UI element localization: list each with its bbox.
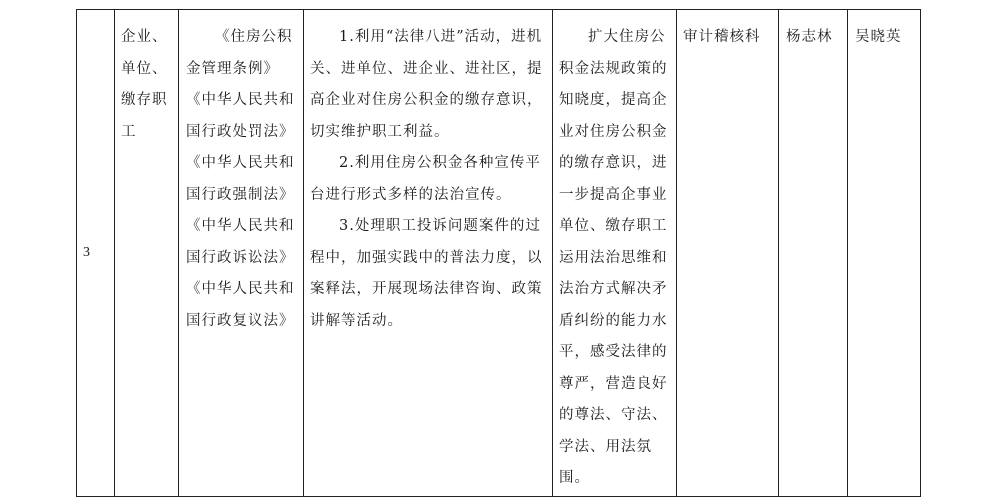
leader-cell: [779, 10, 848, 497]
department-name: 审计稽核科: [683, 29, 761, 45]
table-row: [77, 10, 921, 497]
responsible-name: 吴晓英: [855, 29, 902, 45]
activity-item: 1.利用“法律八进”活动，进机关、进单位、进企业、进社区，提高企业对住房公积金的缴存意识，切实维护职工利益。: [310, 29, 543, 140]
leader-name: 杨志林: [786, 29, 833, 45]
activity-list: [304, 10, 552, 337]
activity-item: 3.处理职工投诉问题案件的过程中，加强实践中的普法力度，以案释法，开展现场法律咨询、政策讲解等活动。: [310, 218, 543, 329]
activities-cell: [304, 10, 553, 497]
target-audience: 企业、单位、缴存职工: [121, 29, 168, 140]
publicity-plan-table: [76, 9, 921, 497]
goal-cell: [553, 10, 677, 497]
laws-cell: [179, 10, 304, 497]
department-cell: [677, 10, 779, 497]
responsible-cell: [848, 10, 921, 497]
target-cell: [115, 10, 179, 497]
law-list: 《住房公积金管理条例》《中华人民共和国行政处罚法》《中华人民共和国行政强制法》《中华人民共和国行政诉讼法》《中华人民共和国行政复议法》: [186, 29, 295, 329]
row-number-cell: [77, 10, 115, 497]
goal-text: 扩大住房公积金法规政策的知晓度，提高企业对住房公积金的缴存意识，进一步提高企事业单位、缴存职工运用法治思维和法治方式解决矛盾纠纷的能力水平，感受法律的尊严，营造良好的尊法、守法、学法、用法氛围。: [559, 29, 668, 486]
activity-item: 2.利用住房公积金各种宣传平台进行形式多样的法治宣传。: [310, 155, 541, 203]
row-number: 3: [83, 245, 90, 260]
